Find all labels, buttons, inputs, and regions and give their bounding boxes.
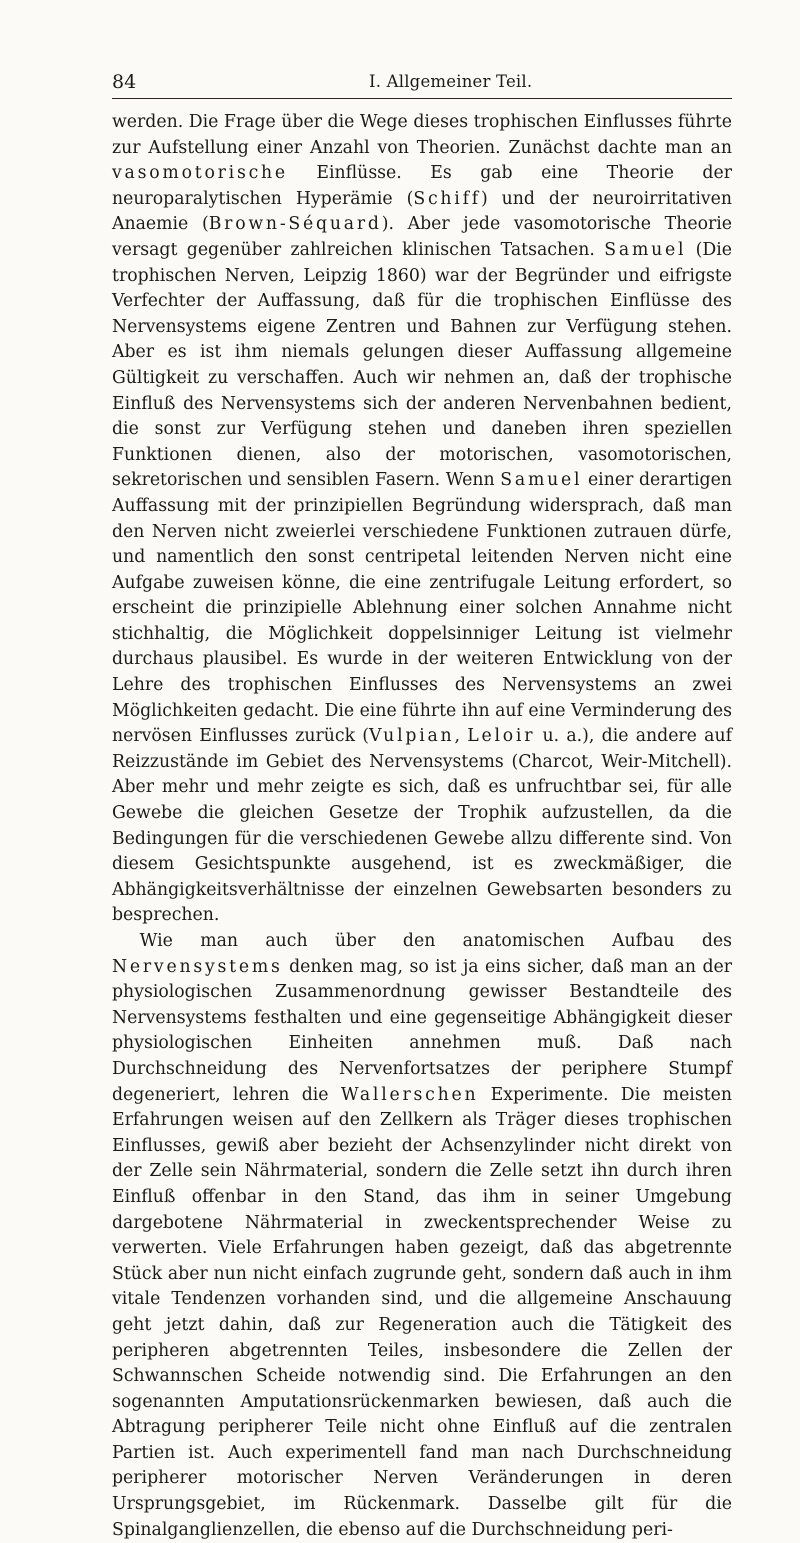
text-run: u. a.), die andere auf Reizzustände im Gebiet des Nervensystems (Charcot, Weir-Mitchell). Aber mehr und mehr zeigte es sich, daß es unfruchtbar sei, für alle Gewebe die gleichen Gesetze der Trophik aufzustellen, da die Bedingungen für die verschiedenen Gewebe allzu differente sind. Von diesem Gesichtspunkte ausgehend, ist es zweckmäßiger, die Abhängigkeitsverhältnisse der einzelnen Gewebsarten besonders zu besprechen. bbox=[112, 726, 732, 926]
text-run: Experimente. Die meisten Erfahrungen weisen auf den Zellkern als Träger dieses trophischen Einflusses, gewiß aber bezieht der Achsenzylinder nicht direkt von der Zelle sein Nährmaterial, sondern die Zelle setzt ihn durch ihren Einfluß offenbar in den Stand, das ihm in seiner Umgebung dargebotene Nährmaterial in zweckentsprechender Weise zu verwerten. Viele Erfahrungen haben gezeigt, daß das abgetrennte Stück aber nun nicht einfach zugrunde geht, sondern daß auch in ihm vitale Tendenzen vorhanden sind, und die allgemeine Anschauung geht jetzt dahin, daß zur Regeneration auch die Tätigkeit des peripheren abgetrennten Teiles, insbesondere die Zellen der Schwannschen Scheide notwendig sind. Die Erfahrungen an den sogenannten Amputationsrückenmarken bewiesen, daß auch die Abtragung peripherer Teile nicht ohne Einfluß auf die zentralen Partien ist. Auch experimentell fand man nach Durchschneidung peripherer motorischer Nerven Veränderungen in deren Ursprungsgebiet, im Rückenmark. Dasselbe gilt für die Spinalganglienzellen, die ebenso auf die Durchschneidung peri- bbox=[112, 1084, 733, 1540]
emphasized-name: Schiff bbox=[413, 188, 481, 209]
text-run: , bbox=[454, 726, 468, 747]
emphasized-name: Samuel bbox=[604, 239, 687, 260]
text-run: denken mag, so ist ja eins sicher, daß man an der physiologischen Zusammenordnung gewisser Bestandteile des Nervensystems festhalten und eine gegenseitige Abhängigkeit dieser physiologischen Einheiten annehmen muß. Daß nach Durchschneidung des Nervenfortsatzes der periphere Stumpf degeneriert, lehren die bbox=[112, 956, 732, 1105]
paragraph-2 bbox=[112, 929, 732, 1543]
body-text bbox=[112, 110, 732, 1543]
emphasized-name: Vulpian bbox=[369, 726, 455, 747]
running-head: I. Allgemeiner Teil. bbox=[369, 72, 533, 91]
emphasized-name: Nervensystems bbox=[112, 956, 283, 977]
text-run: ). Aber jede vasomotorische Theorie versagt gegenüber zahlreichen klinischen Tatsachen. bbox=[112, 214, 732, 260]
header-rule bbox=[112, 98, 732, 99]
emphasized-name: Samuel bbox=[500, 470, 583, 491]
paragraph-1 bbox=[112, 110, 732, 929]
text-run: Einflüsse. Es gab eine Theorie der neuroparalytischen Hyperämie ( bbox=[112, 163, 732, 209]
text-run: ) und der neuroirritativen Anaemie ( bbox=[112, 188, 732, 235]
emphasized-name: Brown-Séquard bbox=[208, 214, 382, 235]
page-number: 84 bbox=[112, 71, 137, 93]
emphasized-name: Leloir bbox=[467, 726, 536, 747]
emphasized-name: Wallerschen bbox=[340, 1084, 479, 1105]
emphasized-name: vasomotorische bbox=[112, 163, 288, 184]
text-run: werden. Die Frage über die Wege dieses trophischen Einflusses führte zur Aufstellung einer Anzahl von Theorien. Zunächst dachte man an bbox=[112, 112, 732, 158]
text-run: Wie man auch über den anatomischen Aufbau des bbox=[139, 931, 732, 951]
page-header bbox=[112, 71, 732, 99]
text-run: einer derartigen Auffassung mit der prinzipiellen Begründung widersprach, daß man den Nerven nicht zweierlei verschiedene Funktionen zutrauen dürfe, und namentlich den sonst centripetal leitenden Nerven nicht eine Aufgabe zuweisen könne, die eine zentrifugale Leitung erfordert, so erscheint die prinzipielle Ablehnung einer solchen Annahme nicht stichhaltig, die Möglichkeit doppelsinniger Leitung ist vielmehr durchaus plausibel. Es wurde in der weiteren Entwicklung von der Lehre des trophischen Einflusses des Nervensystems an zwei Möglichkeiten gedacht. Die eine führte ihn auf eine Verminderung des nervösen Einflusses zurück ( bbox=[112, 470, 732, 747]
text-run: (Die trophischen Nerven, Leipzig 1860) war der Begründer und eifrigste Verfechter der Auffassung, daß für die trophischen Einflüsse des Nervensystems eigene Zentren und Bahnen zur Verfügung stehen. Aber es ist ihm niemals gelungen dieser Auffassung allgemeine Gültigkeit zu verschaffen. Auch wir nehmen an, daß der trophische Einfluß des Nervensystems sich der anderen Nervenbahnen bedient, die sonst zur Verfügung stehen und daneben ihren speziellen Funktionen dienen, also der motorischen, vasomotorischen, sekretorischen und sensiblen Fasern. Wenn bbox=[112, 239, 732, 491]
